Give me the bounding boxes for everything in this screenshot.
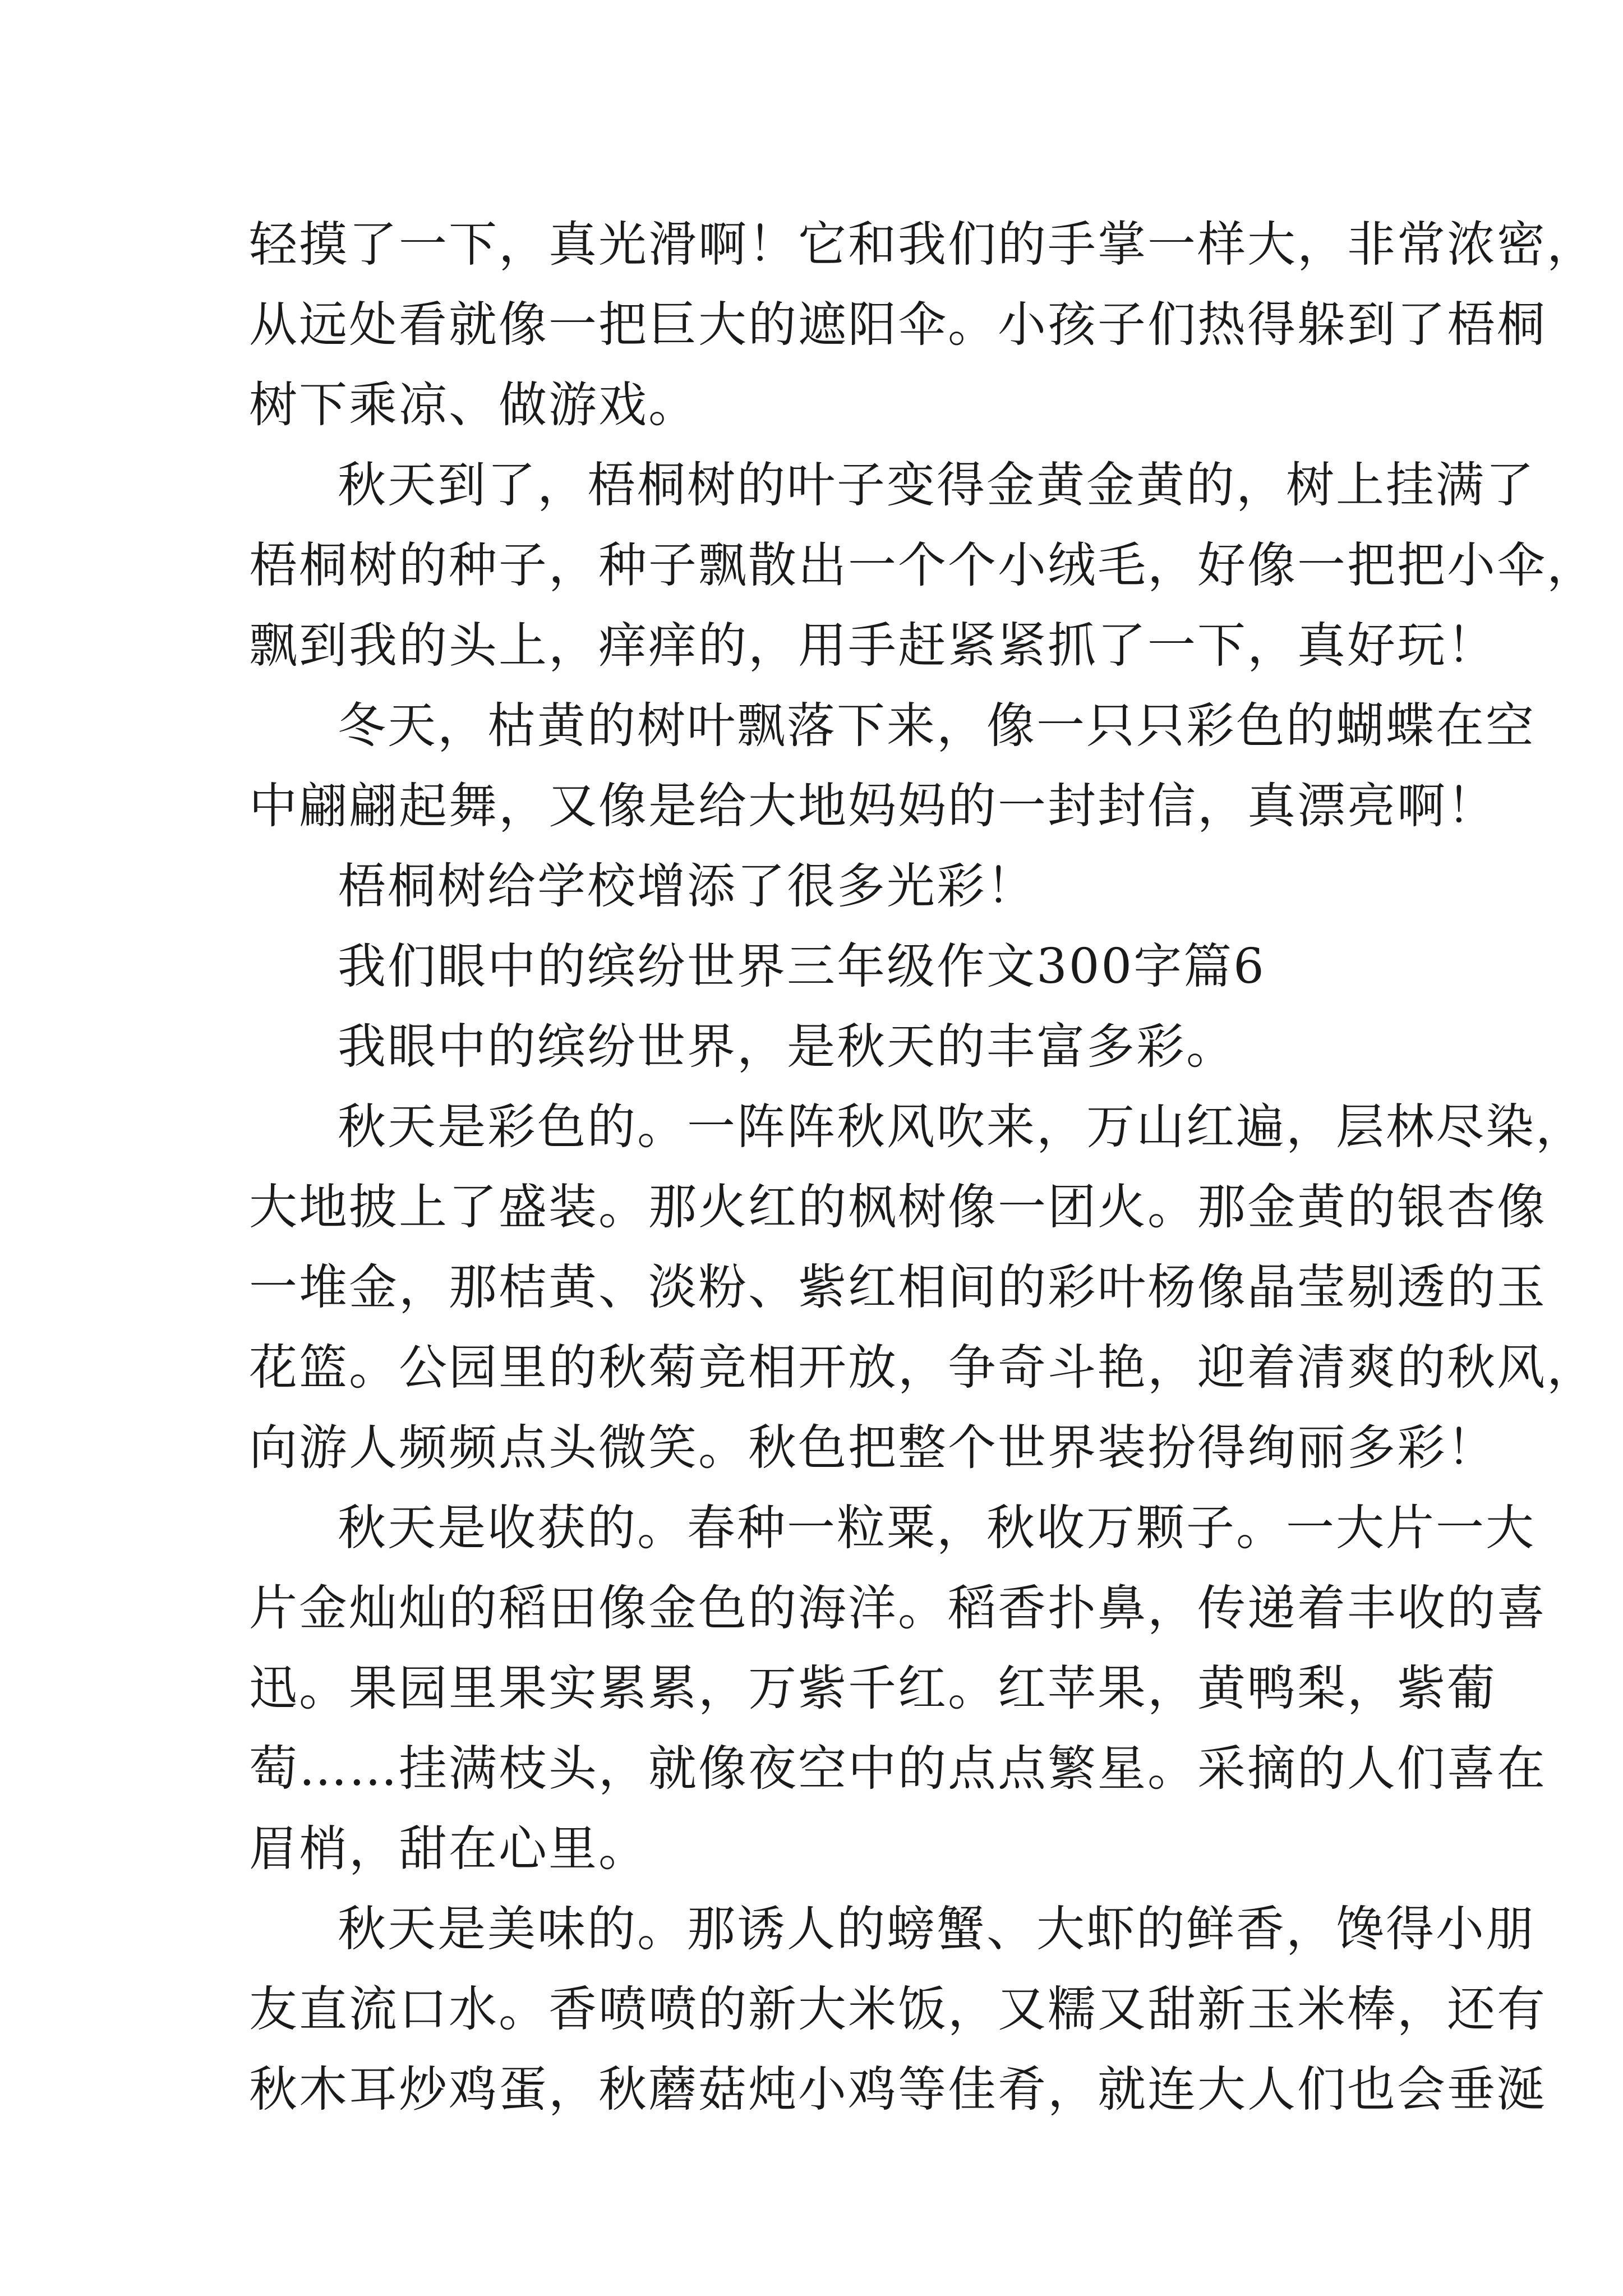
paragraph-start-line: 冬天，枯黄的树叶飘落下来，像一只只彩色的蝴蝶在空 (338, 698, 1536, 754)
text-line: 梧桐树的种子，种子飘散出一个个小绒毛，好像一把把小伞， (249, 537, 1597, 593)
text-line: 轻摸了一下，真光滑啊！它和我们的手掌一样大，非常浓密， (249, 217, 1597, 273)
paragraph-start-line: 秋天是彩色的。一阵阵秋风吹来，万山红遍，层林尽染， (338, 1099, 1585, 1155)
paragraph-start-line: 秋天到了，梧桐树的叶子变得金黄金黄的，树上挂满了 (338, 457, 1536, 513)
essay-body (249, 205, 1597, 2130)
paragraph-start-line: 我眼中的缤纷世界，是秋天的丰富多彩。 (338, 1019, 1236, 1075)
text-line: 飘到我的头上，痒痒的，用手赶紧紧抓了一下，真好玩！ (249, 618, 1497, 674)
text-line: 向游人频频点头微笑。秋色把整个世界装扮得绚丽多彩！ (249, 1420, 1497, 1476)
article-heading: 我们眼中的缤纷世界三年级作文300字篇6 (338, 938, 1266, 995)
text-line: 一堆金，那桔黄、淡粉、紫红相间的彩叶杨像晶莹剔透的玉 (249, 1259, 1547, 1315)
text-line: 大地披上了盛装。那火红的枫树像一团火。那金黄的银杏像 (249, 1179, 1547, 1235)
text-line: 从远处看就像一把巨大的遮阳伞。小孩子们热得躲到了梧桐 (249, 297, 1547, 353)
text-line: 中翩翩起舞，又像是给大地妈妈的一封封信，真漂亮啊！ (249, 778, 1497, 834)
text-line: 花篮。公园里的秋菊竞相开放，争奇斗艳，迎着清爽的秋风， (249, 1340, 1597, 1396)
text-line: 萄……挂满枝头，就像夜空中的点点繁星。采摘的人们喜在 (249, 1741, 1547, 1797)
paragraph-start-line: 梧桐树给学校增添了很多光彩！ (338, 858, 1036, 914)
text-line: 树下乘凉、做游戏。 (249, 377, 698, 433)
paragraph-start-line: 秋天是收获的。春种一粒粟，秋收万颗子。一大片一大 (338, 1500, 1536, 1556)
text-line: 眉梢，甜在心里。 (249, 1821, 648, 1877)
text-line: 片金灿灿的稻田像金色的海洋。稻香扑鼻，传递着丰收的喜 (249, 1580, 1547, 1636)
text-line: 迅。果园里果实累累，万紫千红。红苹果，黄鸭梨，紫葡 (249, 1660, 1497, 1717)
paragraph-start-line: 秋天是美味的。那诱人的螃蟹、大虾的鲜香，馋得小朋 (338, 1901, 1536, 1957)
text-line: 秋木耳炒鸡蛋，秋蘑菇炖小鸡等佳肴，就连大人们也会垂涎 (249, 2062, 1547, 2118)
text-line: 友直流口水。香喷喷的新大米饭，又糯又甜新玉米棒，还有 (249, 1981, 1547, 2037)
